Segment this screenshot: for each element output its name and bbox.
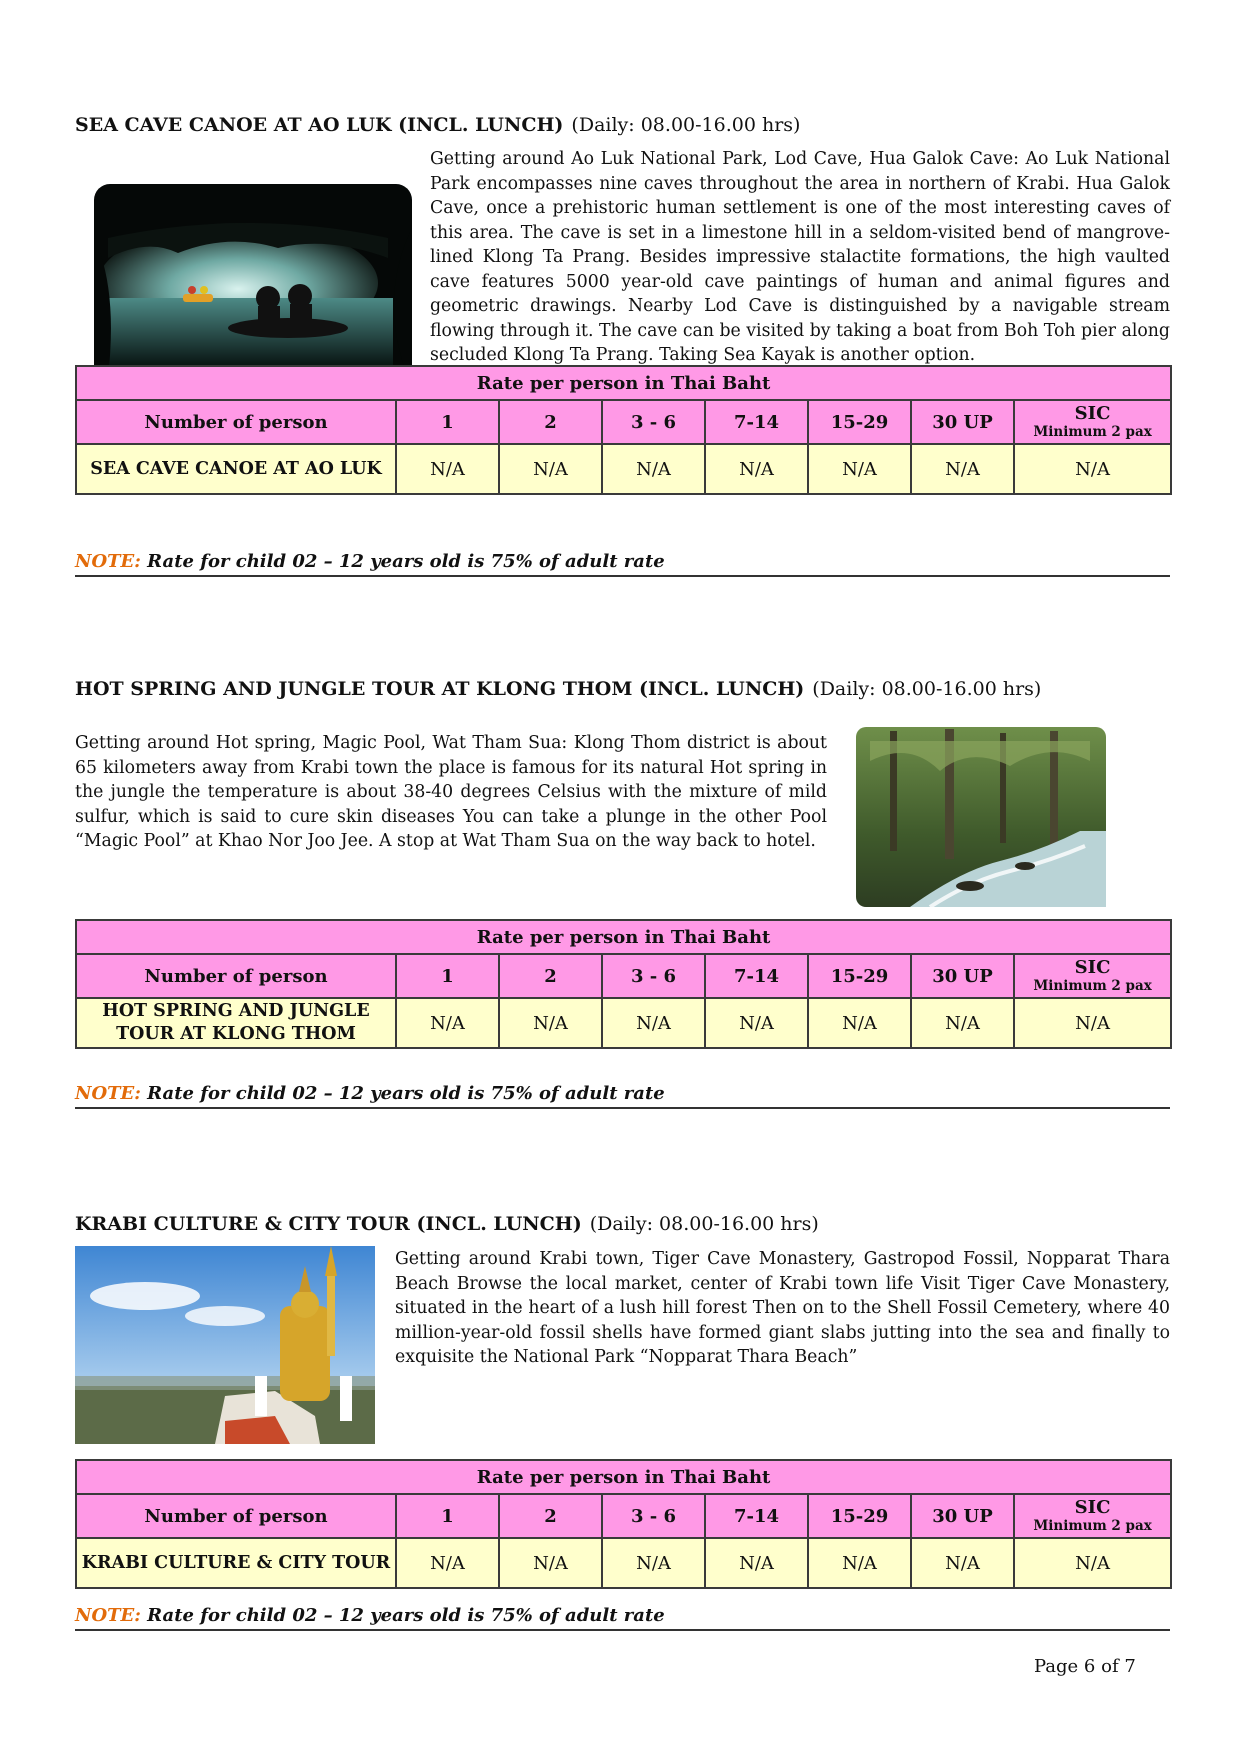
- tour-name-cell: HOT SPRING AND JUNGLE TOUR AT KLONG THOM: [76, 998, 396, 1048]
- child-rate-note: NOTE: Rate for child 02 – 12 years old is 75% of adult rate: [75, 1081, 1170, 1109]
- rate-cell: N/A: [396, 998, 499, 1048]
- rate-cell: N/A: [602, 998, 705, 1048]
- rate-table-header-row: [76, 400, 1171, 444]
- section-title: HOT SPRING AND JUNGLE TOUR AT KLONG THOM (INCL. LUNCH) (Daily: 08.00-16.00 hrs): [75, 678, 1042, 700]
- col-header: 1: [396, 400, 499, 444]
- col-header: 2: [499, 954, 602, 998]
- rate-table-header-row: [76, 954, 1171, 998]
- section-description: Getting around Hot spring, Magic Pool, Wat Tham Sua: Klong Thom district is about 65 kilometers away from Krabi town the place is famous for its natural Hot spring in the jungle the temperature is about 38-40 degrees Celsius with the mixture of mild sulfur, which is said to cure skin diseases You can take a plunge in the other Pool “Magic Pool” at Khao Nor Joo Jee. A stop at Wat Tham Sua on the way back to hotel.: [75, 733, 827, 851]
- rate-cell: N/A: [911, 1538, 1014, 1588]
- rate-table: [75, 919, 1172, 1049]
- section-sea-cave-canoe: [75, 112, 1170, 582]
- col-header-sic: SIC Minimum 2 pax: [1014, 954, 1171, 998]
- section-description: Getting around Krabi town, Tiger Cave Monastery, Gastropod Fossil, Nopparat Thara Beach Browse the local market, center of Krabi town life Visit Tiger Cave Monastery, situated in the heart of a lush hill forest Then on to the Shell Fossil Cemetery, where 40 million-year-old fossil shells have formed giant slabs jutting into the sea and finally to exquisite the National Park “Nopparat Thara Beach”: [395, 1249, 1170, 1367]
- rate-table-title-row: [76, 920, 1171, 954]
- child-rate-note: NOTE: Rate for child 02 – 12 years old is 75% of adult rate: [75, 549, 1170, 577]
- rate-cell: N/A: [602, 444, 705, 494]
- rate-table-title: Rate per person in Thai Baht: [76, 366, 1171, 400]
- rate-table-title: Rate per person in Thai Baht: [76, 1460, 1171, 1494]
- rate-cell-sic: N/A: [1014, 1538, 1171, 1588]
- temple-illustration: [75, 1246, 375, 1444]
- tour-name-cell: SEA CAVE CANOE AT AO LUK: [76, 444, 396, 494]
- table-row: [76, 444, 1171, 494]
- rate-cell: N/A: [499, 444, 602, 494]
- rate-table-title-row: [76, 366, 1171, 400]
- section-title: SEA CAVE CANOE AT AO LUK (INCL. LUNCH) (Daily: 08.00-16.00 hrs): [75, 114, 801, 136]
- section-hot-spring-jungle: [75, 676, 1170, 1116]
- sea-cave-photo: [88, 178, 418, 386]
- col-header: 15-29: [808, 954, 911, 998]
- table-row: [76, 1538, 1171, 1588]
- sea-cave-illustration: [88, 178, 418, 386]
- rate-table-header-row: [76, 1494, 1171, 1538]
- rate-cell-sic: N/A: [1014, 998, 1171, 1048]
- rate-table: [75, 1459, 1172, 1589]
- rate-cell: N/A: [602, 1538, 705, 1588]
- col-header-sic: SIC Minimum 2 pax: [1014, 400, 1171, 444]
- col-header-sic: SIC Minimum 2 pax: [1014, 1494, 1171, 1538]
- rate-cell: N/A: [499, 1538, 602, 1588]
- tour-name-cell: KRABI CULTURE & CITY TOUR: [76, 1538, 396, 1588]
- col-header: 7-14: [705, 954, 808, 998]
- col-header: 15-29: [808, 1494, 911, 1538]
- col-header: 7-14: [705, 1494, 808, 1538]
- col-header: 3 - 6: [602, 1494, 705, 1538]
- child-rate-note: NOTE: Rate for child 02 – 12 years old is 75% of adult rate: [75, 1603, 1170, 1631]
- rate-cell: N/A: [396, 444, 499, 494]
- col-header: 2: [499, 1494, 602, 1538]
- tiger-cave-temple-photo: [75, 1246, 375, 1444]
- section-description: Getting around Ao Luk National Park, Lod Cave, Hua Galok Cave: Ao Luk National Park encompasses nine caves throughout the area in northern of Krabi. Hua Galok Cave, once a prehistoric human settlement is one of the most interesting caves of this area. The cave is set in a limestone hill in a seldom-visited bend of mangrove-lined Klong Ta Prang. Besides impressive stalactite formations, the high vaulted cave features 5000 year-old cave paintings of human and animal figures and geometric drawings. Nearby Lod Cave is distinguished by a navigable stream flowing through it. The cave can be visited by taking a boat from Boh Toh pier along secluded Klong Ta Prang. Taking Sea Kayak is another option.: [430, 149, 1170, 365]
- rate-cell: N/A: [911, 998, 1014, 1048]
- hot-spring-jungle-photo: [850, 721, 1112, 913]
- rate-cell: N/A: [705, 1538, 808, 1588]
- col-header-number-of-person: Number of person: [76, 954, 396, 998]
- rate-cell: N/A: [808, 1538, 911, 1588]
- col-header: 1: [396, 954, 499, 998]
- rate-cell: N/A: [911, 444, 1014, 494]
- col-header: 1: [396, 1494, 499, 1538]
- rate-cell: N/A: [396, 1538, 499, 1588]
- col-header: 7-14: [705, 400, 808, 444]
- section-title: KRABI CULTURE & CITY TOUR (INCL. LUNCH) (Daily: 08.00-16.00 hrs): [75, 1213, 819, 1235]
- col-header: 15-29: [808, 400, 911, 444]
- rate-cell: N/A: [705, 998, 808, 1048]
- rate-table: [75, 365, 1172, 495]
- col-header-number-of-person: Number of person: [76, 400, 396, 444]
- col-header-number-of-person: Number of person: [76, 1494, 396, 1538]
- rate-cell: N/A: [808, 998, 911, 1048]
- col-header: 30 UP: [911, 400, 1014, 444]
- section-krabi-culture-city: [75, 1211, 1170, 1641]
- table-row: [76, 998, 1171, 1048]
- col-header: 3 - 6: [602, 954, 705, 998]
- rate-table-title: Rate per person in Thai Baht: [76, 920, 1171, 954]
- col-header: 30 UP: [911, 954, 1014, 998]
- col-header: 2: [499, 400, 602, 444]
- rate-cell: N/A: [808, 444, 911, 494]
- col-header: 30 UP: [911, 1494, 1014, 1538]
- col-header: 3 - 6: [602, 400, 705, 444]
- page-number: Page 6 of 7: [1034, 1656, 1136, 1677]
- rate-cell: N/A: [705, 444, 808, 494]
- jungle-stream-illustration: [850, 721, 1112, 913]
- rate-cell: N/A: [499, 998, 602, 1048]
- rate-table-title-row: [76, 1460, 1171, 1494]
- rate-cell-sic: N/A: [1014, 444, 1171, 494]
